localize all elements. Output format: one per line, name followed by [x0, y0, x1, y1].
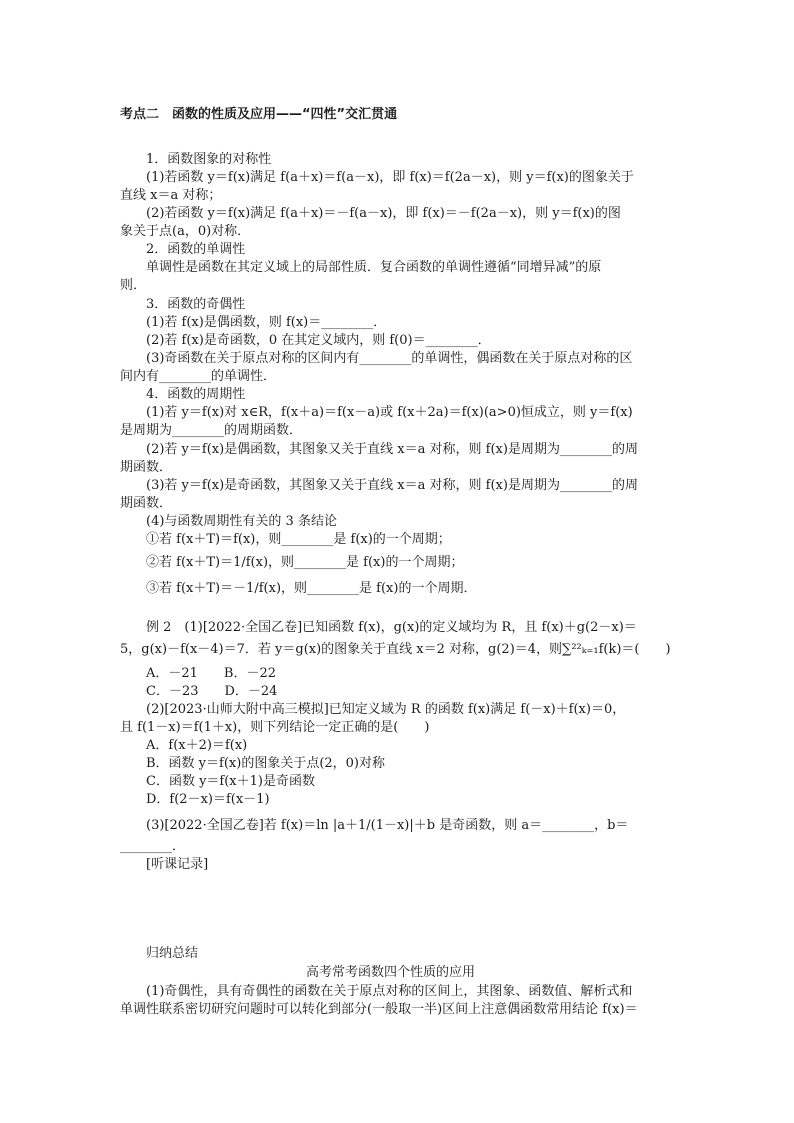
- text-line: 则．: [120, 278, 147, 293]
- text-line: 3．函数的奇偶性: [146, 297, 246, 312]
- text-line: 且 f(1－x)＝f(1＋x)，则下列结论一定正确的是( ): [120, 720, 430, 735]
- text-line: ③若 f(x＋T)＝－1/f(x)，则________是 f(x)的一个周期．: [146, 581, 477, 596]
- text-line: (4)与函数周期性有关的 3 条结论: [146, 514, 337, 529]
- text-line: 例 2 (1)[2022·全国乙卷]已知函数 f(x)，g(x)的定义域均为 R，且 f(x)＋g(2－x)＝: [146, 620, 637, 635]
- text-line: C．－23 D．－24: [146, 684, 278, 699]
- text-line: (3)若 y＝f(x)是奇函数，其图象又关于直线 x＝a 对称，则 f(x)是周期为________的周: [146, 478, 638, 493]
- text-line: D．f(2－x)＝f(x－1): [146, 792, 270, 807]
- text-line: (2)若 y＝f(x)是偶函数，其图象又关于直线 x＝a 对称，则 f(x)是周期为________的周: [146, 442, 638, 457]
- text-line: 期函数．: [120, 496, 173, 511]
- text-line: (1)若 y＝f(x)对 x∈R，f(x＋a)＝f(x－a)或 f(x＋2a)＝f(x)(a>0)恒成立，则 y＝f(x): [146, 405, 633, 420]
- text-line: 期函数．: [120, 460, 173, 475]
- text-line: A．－21 B．－22: [146, 666, 277, 681]
- text-line: 直线 x＝a 对称；: [120, 188, 222, 203]
- text-line: (1)奇偶性，具有奇偶性的函数在关于原点对称的区间上，其图象、函数值、解析式和: [146, 984, 633, 999]
- text-line: ①若 f(x＋T)＝f(x)，则________是 f(x)的一个周期；: [146, 532, 451, 547]
- text-line: 2．函数的单调性: [146, 242, 246, 257]
- section-heading: 考点二 函数的性质及应用——“四性”交汇贯通: [120, 107, 398, 122]
- text-line: 单调性是函数在其定义域上的局部性质．复合函数的单调性遵循“同增异减”的原: [146, 260, 602, 275]
- text-line: 间内有________的单调性．: [120, 369, 277, 384]
- text-line: 高考常考函数四个性质的应用: [306, 965, 476, 980]
- text-line: 归纳总结: [146, 946, 199, 961]
- text-line: [听课记录]: [146, 857, 209, 872]
- text-line: 4．函数的周期性: [146, 387, 246, 402]
- text-line: (3)奇函数在关于原点对称的区间内有________的单调性，偶函数在关于原点对称的区: [146, 351, 633, 366]
- text-line: 象关于点(a，0)对称．: [120, 224, 251, 239]
- text-line: ②若 f(x＋T)＝1/f(x)，则________是 f(x)的一个周期；: [146, 555, 464, 570]
- text-line: 是周期为________的周期函数．: [120, 423, 303, 438]
- text-line: 单调性联系密切研究问题时可以转化到部分(一般取一半)区间上注意偶函数常用结论 f(x)＝: [120, 1002, 638, 1017]
- text-line: C．函数 y＝f(x＋1)是奇函数: [146, 774, 315, 789]
- text-line: (1)若函数 y＝f(x)满足 f(a＋x)＝f(a－x)，即 f(x)＝f(2a－x)，则 y＝f(x)的图象关于: [146, 170, 634, 185]
- text-line: (2)若 f(x)是奇函数，0 在其定义域内，则 f(0)＝________．: [146, 333, 491, 348]
- text-line: 1．函数图象的对称性: [146, 152, 272, 167]
- text-line: A．f(x＋2)＝f(x): [146, 738, 248, 753]
- text-line: 5，g(x)－f(x－4)＝7．若 y＝g(x)的图象关于直线 x＝2 对称，g(2)＝4，则∑²²ₖ₌₁f(k)＝( ): [120, 642, 671, 657]
- text-line: (2)[2023·山师大附中高三模拟]已知定义域为 R 的函数 f(x)满足 f(－x)＋f(x)＝0，: [146, 702, 626, 717]
- text-line: B．函数 y＝f(x)的图象关于点(2，0)对称: [146, 756, 386, 771]
- text-line: (2)若函数 y＝f(x)满足 f(a＋x)＝－f(a－x)，即 f(x)＝－f(2a－x)，则 y＝f(x)的图: [146, 206, 621, 221]
- text-line: (1)若 f(x)是偶函数，则 f(x)＝________．: [146, 315, 387, 330]
- text-line: (3)[2022·全国乙卷]若 f(x)＝ln |a＋1/(1－x)|＋b 是奇函数，则 a＝________，b＝: [146, 818, 629, 833]
- text-line: ________．: [120, 839, 186, 854]
